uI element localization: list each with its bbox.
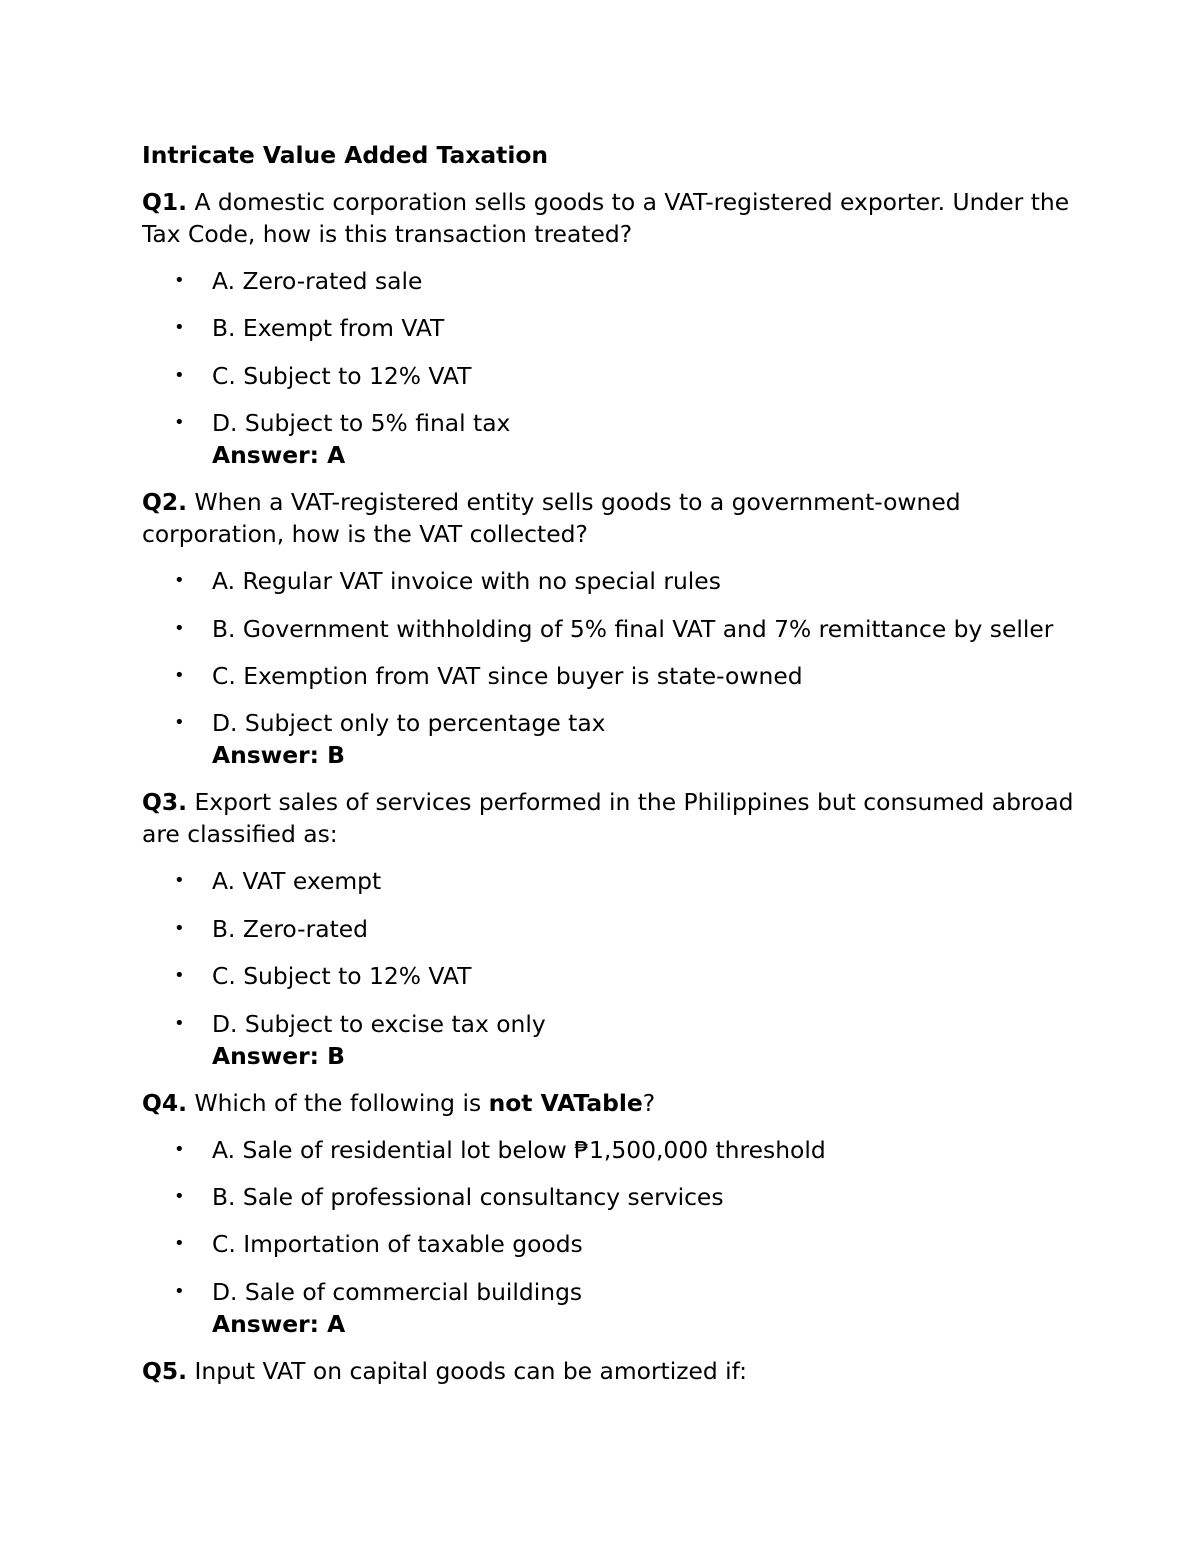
option-item xyxy=(142,265,1082,297)
bullet-icon: • xyxy=(174,570,185,592)
option-item xyxy=(142,613,1082,645)
option-text: C. Exemption from VAT since buyer is state-owned xyxy=(212,661,803,690)
option-item xyxy=(142,707,1082,739)
option-text: C. Subject to 12% VAT xyxy=(212,962,472,991)
question-number: Q2. xyxy=(142,488,188,517)
bullet-icon: • xyxy=(174,1185,185,1207)
bullet-icon: • xyxy=(174,917,185,939)
options-list-4 xyxy=(142,1134,1082,1308)
question-3 xyxy=(142,786,1082,850)
bullet-icon: • xyxy=(174,270,185,291)
answer-2: Answer: B xyxy=(212,741,346,770)
question-text: When a VAT-registered entity sells goods to a government-owned corporation, how is the VAT collected? xyxy=(142,488,961,549)
option-item xyxy=(142,660,1082,692)
option-text: B. Exempt from VAT xyxy=(212,314,445,343)
options-list-1 xyxy=(142,265,1082,439)
bullet-icon: • xyxy=(174,364,185,386)
option-text: B. Sale of professional consultancy services xyxy=(212,1182,724,1211)
option-text: D. Subject to 5% final tax xyxy=(212,409,511,438)
bullet-icon: • xyxy=(174,412,185,434)
question-number: Q5. xyxy=(142,1356,188,1385)
option-item xyxy=(142,1181,1082,1213)
question-5 xyxy=(142,1355,1082,1387)
question-1 xyxy=(142,186,1082,250)
bullet-icon: • xyxy=(174,1233,185,1255)
question-text-before: Which of the following is xyxy=(194,1088,489,1117)
option-text: A. Zero-rated sale xyxy=(212,267,423,295)
bullet-icon: • xyxy=(174,1012,185,1034)
option-text: D. Sale of commercial buildings xyxy=(212,1277,583,1306)
question-text: A domestic corporation sells goods to a VAT-registered exporter. Under the Tax Code, how is this transaction treated? xyxy=(142,188,1070,248)
answer-1: Answer: A xyxy=(212,441,346,470)
option-item xyxy=(142,1276,1082,1308)
option-item xyxy=(142,312,1082,344)
option-text: D. Subject to excise tax only xyxy=(212,1009,546,1038)
bullet-icon: • xyxy=(174,664,185,686)
bullet-icon: • xyxy=(174,1280,185,1302)
options-list-2 xyxy=(142,565,1082,739)
option-text: A. Regular VAT invoice with no special rules xyxy=(212,567,721,596)
option-item xyxy=(142,960,1082,992)
bullet-icon: • xyxy=(174,712,185,734)
question-text: Export sales of services performed in the Philippines but consumed abroad are classified as: xyxy=(142,788,1074,849)
bullet-icon: • xyxy=(174,317,185,339)
option-item xyxy=(142,1228,1082,1260)
bullet-icon: • xyxy=(174,965,185,987)
bullet-icon: • xyxy=(174,617,185,639)
question-text-after: ? xyxy=(642,1088,656,1117)
question-number: Q3. xyxy=(142,788,188,817)
options-list-3 xyxy=(142,865,1082,1039)
option-item xyxy=(142,865,1082,897)
option-text: C. Subject to 12% VAT xyxy=(212,361,472,390)
option-text: A. Sale of residential lot below ₱1,500,000 threshold xyxy=(212,1135,826,1164)
answer-3: Answer: B xyxy=(212,1041,346,1070)
option-item xyxy=(142,407,1082,439)
document-title: Intricate Value Added Taxation xyxy=(142,141,549,169)
question-number: Q1. xyxy=(142,188,188,216)
option-item xyxy=(142,1008,1082,1040)
option-text: A. VAT exempt xyxy=(212,867,382,896)
option-text: C. Importation of taxable goods xyxy=(212,1230,583,1259)
answer-4: Answer: A xyxy=(212,1309,346,1338)
document-page xyxy=(142,139,1082,1402)
option-text: B. Government withholding of 5% final VAT and 7% remittance by seller xyxy=(212,614,1054,643)
question-2 xyxy=(142,486,1082,550)
question-text-emphasis: not VATable xyxy=(488,1088,643,1117)
option-item xyxy=(142,913,1082,945)
question-text: Input VAT on capital goods can be amortized if: xyxy=(194,1356,747,1385)
option-item xyxy=(142,565,1082,597)
option-text: B. Zero-rated xyxy=(212,914,368,943)
option-item xyxy=(142,1134,1082,1166)
question-number: Q4. xyxy=(142,1088,188,1117)
option-text: D. Subject only to percentage tax xyxy=(212,709,606,738)
question-4 xyxy=(142,1087,1082,1119)
bullet-icon: • xyxy=(174,1138,185,1160)
bullet-icon: • xyxy=(174,870,185,892)
option-item xyxy=(142,360,1082,392)
